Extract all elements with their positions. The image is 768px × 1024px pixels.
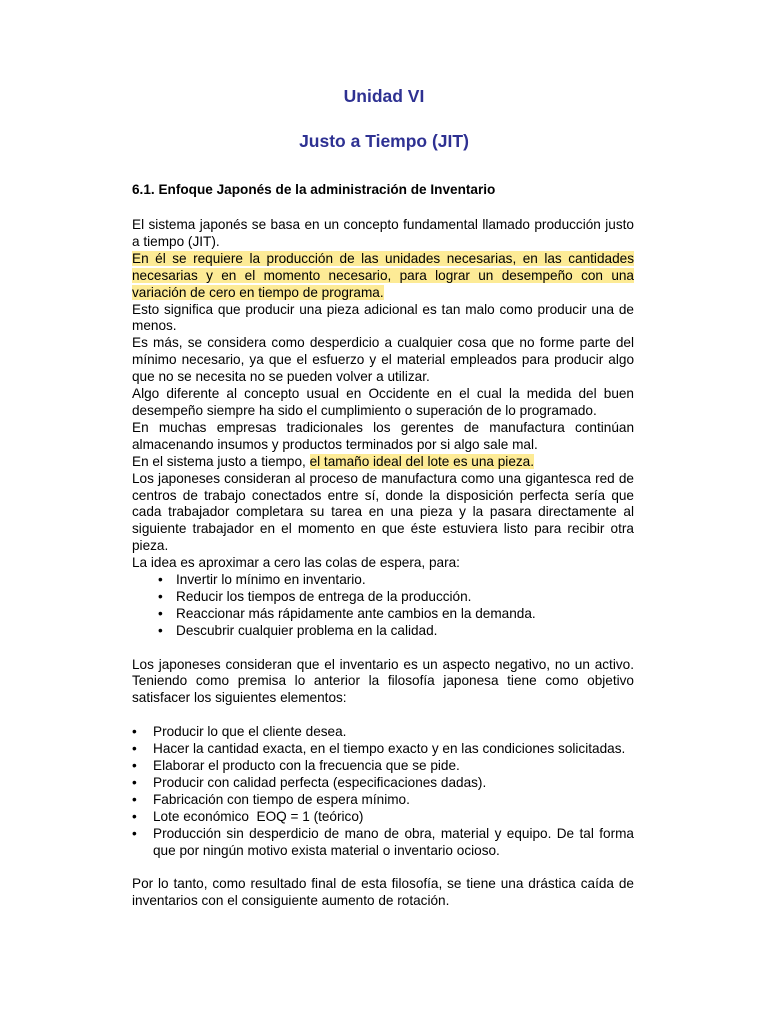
- list-item: • Producción sin desperdicio de mano de obra, material y equipo. De tal forma que por ningún motivo exista material o inventario ocioso.: [153, 826, 634, 860]
- body-text: [132, 217, 634, 910]
- unit-heading: Unidad VI: [343, 86, 425, 106]
- paragraph: Esto significa que producir una pieza adicional es tan malo como producir una de menos.: [132, 301, 634, 334]
- paragraph-prefix: En el sistema justo a tiempo,: [132, 453, 310, 469]
- paragraph: Algo diferente al concepto usual en Occidente en el cual la medida del buen desempeño siempre ha sido el cumplimiento o superación de lo programado.: [132, 386, 634, 418]
- list-item: • Lote económico EOQ = 1 (teórico): [153, 809, 634, 826]
- list-item: • Reducir los tiempos de entrega de la producción.: [176, 589, 634, 606]
- highlight: el tamaño ideal del lote es una pieza.: [309, 453, 535, 469]
- list-item: • Producir lo que el cliente desea.: [153, 724, 634, 741]
- list-item: • Producir con calidad perfecta (especificaciones dadas).: [153, 775, 634, 792]
- list-item: • Reaccionar más rápidamente ante cambios en la demanda.: [176, 606, 634, 623]
- paragraph-highlighted: [132, 251, 634, 302]
- list-item: • Fabricación con tiempo de espera mínimo.: [153, 792, 634, 809]
- list-item: • Descubrir cualquier problema en la calidad.: [176, 623, 634, 640]
- paragraph: [132, 454, 634, 471]
- paragraph: Los japoneses consideran que el inventario es un aspecto negativo, no un activo. Teniendo como premisa lo anterior la filosofía japonesa tiene como objetivo satisfacer los siguientes elementos:: [132, 656, 634, 706]
- paragraph: El sistema japonés se basa en un concepto fundamental llamado producción justo a tiempo (JIT).: [132, 217, 634, 249]
- paragraph: En muchas empresas tradicionales los gerentes de manufactura continúan almacenando insumos y productos terminados por si algo sale mal.: [132, 419, 634, 452]
- section-heading: 6.1. Enfoque Japonés de la administración de Inventario: [132, 182, 496, 197]
- highlight: En él se requiere la producción de las unidades necesarias, en las cantidades necesarias y en el momento necesario, para lograr un desempeño con una variación de cero en tiempo de programa.: [132, 250, 634, 300]
- bullet-list-goals: [132, 572, 634, 640]
- paragraph: Los japoneses consideran al proceso de manufactura como una gigantesca red de centros de trabajo conectados entre sí, donde la disposición perfecta sería que cada trabajador completara su tarea en una pieza y la pasara directamente al siguiente trabajador en el momento en que éste estuviera listo para recibir otra pieza.: [132, 470, 634, 554]
- list-item: • Invertir lo mínimo en inventario.: [176, 572, 634, 589]
- paragraph: Es más, se considera como desperdicio a cualquier cosa que no forme parte del mínimo necesario, ya que el esfuerzo y el material empleados para producir algo que no se necesita no se pueden volver a utilizar.: [132, 335, 634, 385]
- paragraph: La idea es aproximar a cero las colas de espera, para:: [132, 555, 460, 571]
- page-title: Justo a Tiempo (JIT): [299, 131, 469, 151]
- list-item: • Hacer la cantidad exacta, en el tiempo exacto y en las condiciones solicitadas.: [153, 741, 634, 758]
- paragraph: Por lo tanto, como resultado final de esta filosofía, se tiene una drástica caída de inventarios con el consiguiente aumento de rotación.: [132, 876, 634, 909]
- list-item: • Elaborar el producto con la frecuencia que se pide.: [153, 758, 634, 775]
- bullet-list-elements: [132, 724, 634, 859]
